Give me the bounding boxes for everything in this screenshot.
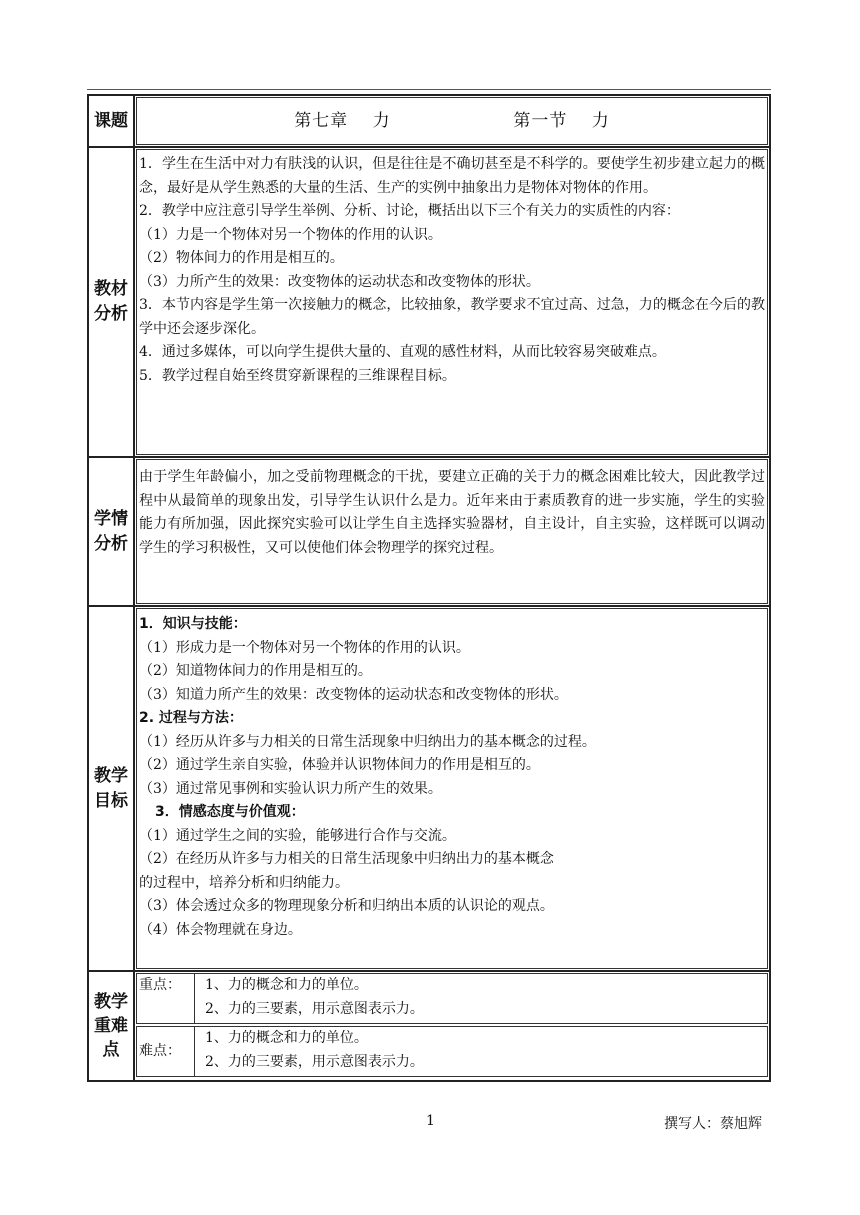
analysis-label: 教材 分析 (88, 147, 134, 457)
section-title: 第一节 力 (513, 111, 610, 131)
goals-k3: （3）知道力所产生的效果：改变物体的运动状态和改变物体的形状。 (139, 686, 568, 703)
chapter-title: 第七章 力 (294, 111, 391, 131)
analysis-line-4: （2）物体间力的作用是相互的。 (139, 250, 344, 266)
difficult-point-1: 1、力的概念和力的单位。 (205, 1030, 368, 1046)
goals-p3: （3）通过常见事例和实验认识力所产生的效果。 (139, 780, 442, 797)
title-label (88, 95, 134, 147)
goals-e2b: 的过程中，培养分析和归纳能力。 (139, 874, 349, 891)
title-label-text: 课题 (94, 110, 128, 131)
goals-heading-knowledge: 1．知识与技能： (139, 616, 247, 632)
keypoints-label: 教学 重难 点 (88, 971, 134, 1081)
analysis-line-3: （1）力是一个物体对另一个物体的作用的认识。 (139, 226, 442, 243)
goals-e2a: （2）在经历从许多与力相关的日常生活现象中归纳出力的基本概念 (139, 851, 554, 867)
difficult-point-2: 2、力的三要素，用示意图表示力。 (205, 1053, 424, 1070)
goals-e4: （4）体会物理就在身边。 (139, 921, 302, 938)
analysis-line-1: 1．学生在生活中对力有肤浅的认识，但是往往是不确切甚至是不科学的。要使学生初步建立起力的概念，最好是从学生熟悉的大量的生活、生产的实例中抽象出力是物体对物体的作用。 (139, 156, 765, 196)
lesson-plan-table (87, 94, 771, 1082)
goals-e3: （3）体会透过众多的物理现象分析和归纳出本质的认识论的观点。 (139, 898, 554, 914)
keypoints-row (88, 971, 770, 1081)
analysis-row (88, 147, 770, 457)
analysis-line-6: 3．本节内容是学生第一次接触力的概念，比较抽象，教学要求不宜过高、过急，力的概念在今后的教学中还会逐步深化。 (139, 297, 765, 337)
students-text: 由于学生年龄偏小，加之受前物理概念的干扰，要建立正确的关于力的概念困难比较大，因此教学过程中从最简单的现象出发，引导学生认识什么是力。近年来由于素质教育的进一步实施，学生的实验能力有所加强，因此探究实验可以让学生自主选择实验器材，自主设计，自主实验，这样既可以调动学生的学习积极性，又可以使他们体会物理学的探究过程。 (139, 469, 765, 556)
goals-label: 教学 目标 (88, 606, 134, 971)
students-label: 学情 分析 (88, 457, 134, 606)
students-row (88, 457, 770, 606)
goals-p2: （2）通过学生亲自实验，体验并认识物体间力的作用是相互的。 (139, 757, 540, 773)
author-credit: 撰写人：蔡旭辉 (664, 1116, 762, 1132)
goals-row (88, 606, 770, 971)
students-content (134, 457, 770, 606)
analysis-line-2: 2．教学中应注意引导学生举例、分析、讨论，概括出以下三个有关力的实质性的内容： (139, 203, 680, 219)
goals-heading-emotion: 3．情感态度与价值观： (155, 804, 305, 820)
goals-k1: （1）形成力是一个物体对另一个物体的作用的认识。 (139, 639, 470, 656)
goals-p1: （1）经历从许多与力相关的日常生活现象中归纳出力的基本概念的过程。 (139, 733, 596, 750)
goals-content (134, 606, 770, 971)
key-point-1: 1、力的概念和力的单位。 (205, 977, 368, 993)
key-point-block (136, 973, 768, 1024)
page-top-rule (87, 89, 771, 90)
key-point-label: 重点： (137, 974, 195, 1023)
difficult-point-label: 难点： (137, 1027, 195, 1076)
difficult-point-block (136, 1026, 768, 1077)
analysis-line-7: 4．通过多媒体，可以向学生提供大量的、直观的感性材料，从而比较容易突破难点。 (139, 344, 666, 360)
goals-heading-process: 2. 过程与方法： (139, 710, 243, 726)
analysis-line-8: 5．教学过程自始至终贯穿新课程的三维课程目标。 (139, 367, 456, 384)
page-number: 1 (426, 1113, 435, 1129)
key-point-2: 2、力的三要素，用示意图表示力。 (205, 1000, 424, 1017)
title-row (88, 95, 770, 147)
goals-e1: （1）通过学生之间的实验，能够进行合作与交流。 (139, 827, 456, 844)
analysis-line-5: （3）力所产生的效果：改变物体的运动状态和改变物体的形状。 (139, 273, 540, 290)
title-content (134, 95, 770, 147)
analysis-content (134, 147, 770, 457)
goals-k2: （2）知道物体间力的作用是相互的。 (139, 663, 372, 679)
keypoints-content (134, 971, 770, 1081)
